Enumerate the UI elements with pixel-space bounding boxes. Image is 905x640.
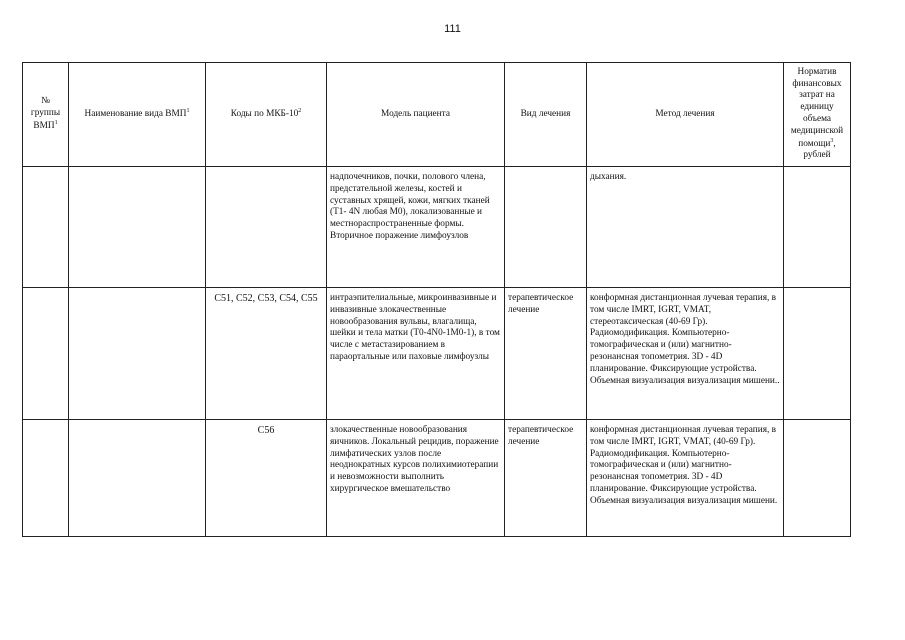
cell-treatment-type: [505, 167, 587, 288]
cell-vmp-name: [69, 288, 206, 420]
table-header-row: [23, 63, 851, 167]
cell-patient-model: интраэпителиальные, микроинвазивные и инвазивные злокачественные новообразования вульвы, влагалища, шейки и тела матки (Т0-4N0-1М0-1), в том числе с метастазированием в параортальные или паховые лимфоузлы: [327, 288, 505, 420]
cell-icd-codes: С51, С52, С53, С54, С55: [206, 288, 327, 420]
header-treatment-method: Метод лечения: [587, 63, 784, 167]
cell-treatment-method: конформная дистанционная лучевая терапия, в том числе IMRT, IGRT, VMAT, (40-69 Гр). Радиомодификация. Компьютерно-томографическая и (или) магнитно-резонансная топометрия. 3D - 4D планирование. Фиксирующие устройства. Объемная визуализация визуализация мишени.: [587, 420, 784, 537]
header-icd-codes: [206, 63, 327, 167]
footnote-mark: 3: [830, 137, 834, 144]
cell-icd-codes: С56: [206, 420, 327, 537]
cell-group-no: [23, 420, 69, 537]
table-row: [23, 167, 851, 288]
cell-group-no: [23, 288, 69, 420]
cell-cost-standard: [784, 288, 851, 420]
header-group-no: [23, 63, 69, 167]
footnote-mark: 2: [298, 108, 302, 115]
table-row: [23, 288, 851, 420]
header-treatment-type: Вид лечения: [505, 63, 587, 167]
cell-icd-codes: [206, 167, 327, 288]
cell-patient-model: надпочечников, почки, полового члена, предстательной железы, костей и суставных хрящей, кожи, мягких тканей (Т1- 4N любая М0), локализованные и местнораспространенные формы. Вторичное поражение лимфоузлов: [327, 167, 505, 288]
cell-cost-standard: [784, 167, 851, 288]
header-vmp-name: [69, 63, 206, 167]
page-number: 111: [444, 23, 461, 35]
cell-treatment-method: дыхания.: [587, 167, 784, 288]
cell-cost-standard: [784, 420, 851, 537]
header-vmp-name-label: Наименование вида ВМП: [84, 109, 187, 120]
table-row: [23, 420, 851, 537]
cell-patient-model: злокачественные новообразования яичников. Локальный рецидив, поражение лимфатических узлов после неоднократных курсов полихимиотерапии и невозможности выполнить хирургическое вмешательство: [327, 420, 505, 537]
footnote-mark: 1: [186, 108, 190, 115]
header-cost-standard-label: Норматив финансовых затрат на единицу объема медицинской помощи: [790, 66, 844, 149]
footnote-mark: 1: [54, 119, 58, 126]
header-group-no-label: № группы ВМП: [30, 96, 61, 131]
cell-group-no: [23, 167, 69, 288]
cell-vmp-name: [69, 420, 206, 537]
vmp-table: [22, 62, 851, 537]
cell-treatment-method: конформная дистанционная лучевая терапия, в том числе IMRT, IGRT, VMAT, стереотаксическая (40-69 Гр). Радиомодификация. Компьютерно-томографическая и (или) магнитно-резонансная топометрия. 3D - 4D планирование. Фиксирующие устройства. Объемная визуализация визуализация мишени..: [587, 288, 784, 420]
header-patient-model: Модель пациента: [327, 63, 505, 167]
header-icd-codes-label: Коды по МКБ-10: [230, 109, 299, 120]
cell-treatment-type: терапевтическое лечение: [505, 420, 587, 537]
cell-vmp-name: [69, 167, 206, 288]
cell-treatment-type: терапевтическое лечение: [505, 288, 587, 420]
header-cost-standard-unit: , рублей: [803, 138, 836, 161]
header-cost-standard: [784, 63, 851, 167]
